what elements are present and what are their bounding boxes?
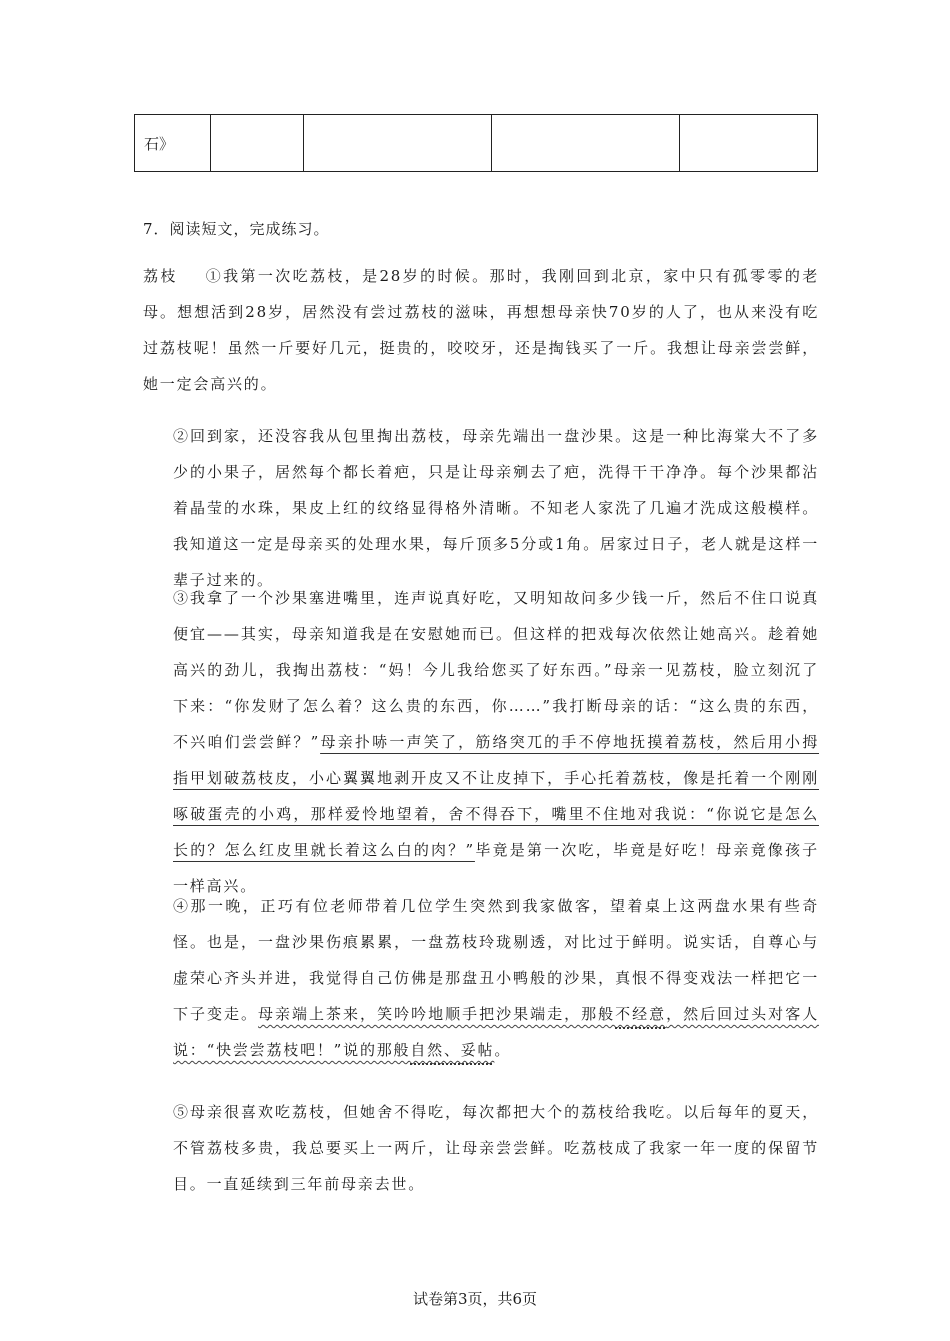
wavy-text-1: 母亲端上茶来，笑吟吟地顺手把沙果端走，那般 — [258, 1005, 616, 1023]
paragraph-3 — [143, 580, 819, 904]
table-row — [135, 115, 818, 172]
table-cell-blank[interactable] — [211, 115, 304, 172]
page-footer: 试卷第3页，共6页 — [412, 1290, 538, 1308]
table-cell-label: 石》 — [135, 115, 211, 172]
paragraph-1-text: ①我第一次吃荔枝，是28岁的时候。那时，我刚回到北京，家中只有孤零零的老母。想想活到28岁，居然没有尝过荔枝的滋味，再想想母亲快70岁的人了，也从来没有吃过荔枝呢！虽然一斤要好几元，挺贵的，咬咬牙，还是掏钱买了一斤。我想让母亲尝尝鲜，她一定会高兴的。 — [143, 267, 820, 393]
paragraph-3-text-c: 毕竟是第一次吃，毕竟是好吃！母亲竟像孩子一样高兴。 — [173, 841, 819, 895]
table-cell-blank[interactable] — [304, 115, 492, 172]
table-cell-blank[interactable] — [680, 115, 818, 172]
wavy-text-2: ，然后回过头对客人说：“快尝尝荔枝吧！”说的那般 — [173, 1005, 819, 1059]
paragraph-4-text-a: ④那一晚，正巧有位老师带着几位学生突然到我家做客，望着桌上这两盘水果有些奇怪。也是，一盘沙果伤痕累累，一盘荔枝玲珑剔透，对比过于鲜明。说实话，自尊心与虚荣心齐头并进，我觉得自己仿佛是那盘丑小鸭般的沙果，真恨不得变戏法一样把它一下子变走。 — [173, 897, 819, 1023]
passage-title: 荔枝 — [143, 267, 178, 285]
dotted-word-2: 自然、妥帖 — [410, 1041, 495, 1059]
paragraph-4-text-d: 。 — [494, 1041, 512, 1059]
paragraph-4 — [143, 888, 819, 1068]
paragraph-3-text-a: ③我拿了一个沙果塞进嘴里，连声说真好吃，又明知故问多少钱一斤，然后不住口说真便宜——其实，母亲知道我是在安慰她而已。但这样的把戏每次依然让她高兴。趁着她高兴的劲儿，我掏出荔枝：“妈！今儿我给您买了好东西。”母亲一见荔枝，脸立刻沉了下来：“你发财了怎么着？这么贵的东西，你……”我打断母亲的话：“这么贵的东西，不兴咱们尝尝鲜？” — [173, 589, 819, 751]
dotted-word-1: 不经意 — [615, 1005, 667, 1023]
answer-table — [134, 114, 818, 172]
question-title: 7．阅读短文，完成练习。 — [143, 220, 330, 238]
underlined-sentence: 母亲扑哧一声笑了，筋络突兀的手不停地抚摸着荔枝，然后用小拇指甲划破荔枝皮，小心翼翼地剥开皮又不让皮掉下，手心托着荔枝，像是托着一个刚刚啄破蛋壳的小鸡，那样爱怜地望着，舍不得吞下，嘴里不住地对我说：“你说它是怎么长的？怎么红皮里就长着这么白的肉？” — [173, 733, 820, 859]
paragraph-1 — [143, 258, 819, 402]
table-cell-blank[interactable] — [492, 115, 680, 172]
paragraph-5: ⑤母亲很喜欢吃荔枝，但她舍不得吃，每次都把大个的荔枝给我吃。以后每年的夏天，不管荔枝多贵，我总要买上一两斤，让母亲尝尝鲜。吃荔枝成了我家一年一度的保留节目。一直延续到三年前母亲去世。 — [173, 1103, 819, 1193]
paragraph-2: ②回到家，还没容我从包里掏出荔枝，母亲先端出一盘沙果。这是一种比海棠大不了多少的小果子，居然每个都长着疤，只是让母亲剜去了疤，洗得干干净净。每个沙果都沾着晶莹的水珠，果皮上红的纹络显得格外清晰。不知老人家洗了几遍才洗成这般模样。我知道这一定是母亲买的处理水果，每斤顶多5分或1角。居家过日子，老人就是这样一辈子过来的。 — [173, 427, 819, 589]
